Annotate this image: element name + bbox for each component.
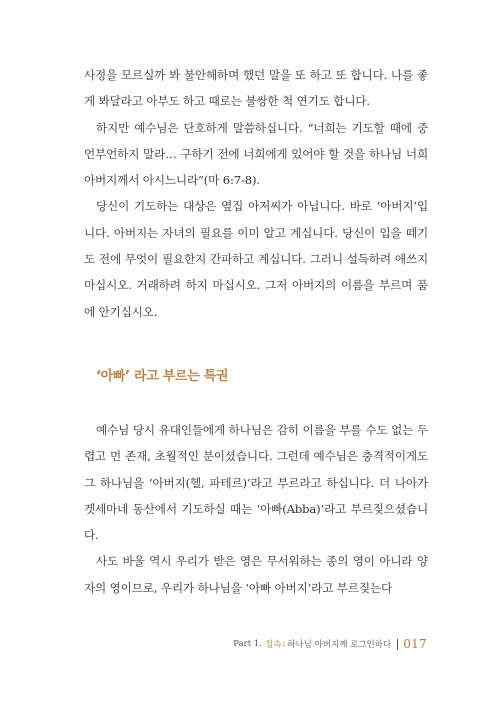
footer-part-label: Part 1. [233, 639, 262, 649]
paragraph: 사정을 모르실까 봐 불안해하며 했던 말을 또 하고 또 합니다. 나를 좋게 봐달라고 아부도 하고 때로는 불쌍한 척 연기도 합니다. [84, 68, 428, 109]
footer-divider [397, 639, 398, 650]
page-number: 017 [403, 637, 427, 651]
top-text-block [84, 62, 428, 325]
running-footer [233, 637, 427, 651]
footer-chapter-label: 침속 [264, 640, 282, 650]
paragraph: 사도 바울 역시 우리가 받은 영은 무서워하는 종의 영이 아니라 양자의 영이므로, 우리가 하나님을 ‘아빠 아버지’라고 부르짖는다 [84, 554, 428, 595]
footer-separator: : [282, 639, 286, 649]
footer-book-title: 하나님 아버지께 로그인하다 [287, 640, 392, 650]
paragraph: 예수님 당시 유대인들에게 하나님은 감히 이름을 부를 수도 없는 두렵고 먼 존재, 초월적인 분이셨습니다. 그런데 예수님은 충격적이게도 그 하나님을 ‘아버지(헬, 파테르)’라고 부르라고 하십니다. 더 나아가 겟세마네 동산에서 기도하실 때는 ‘아빠(Abba)’라고 부르짖으셨습니다. [84, 423, 428, 543]
paragraph: 하지만 예수님은 단호하게 말씀하십니다. “너희는 기도할 때에 중언부언하지 말라… 구하기 전에 너희에게 있어야 할 것을 하나님 너희 아버지께서 아시느니라”(마 6:7-8). [84, 120, 428, 188]
bottom-text-block [84, 417, 428, 601]
section-heading: ‘아빠’ 라고 부르는 특권 [96, 369, 229, 384]
paragraph: 당신이 기도하는 대상은 옆집 아저씨가 아닙니다. 바로 ‘아버지’입니다. 아버지는 자녀의 필요를 이미 알고 계십니다. 당신이 입을 떼기도 전에 무엇이 필요한지 간파하고 계십니다. 그러니 설득하려 애쓰지 마십시오. 거래하려 하지 마십시오. 그저 아버지의 이름을 부르며 품에 안기십시오. [84, 199, 428, 319]
